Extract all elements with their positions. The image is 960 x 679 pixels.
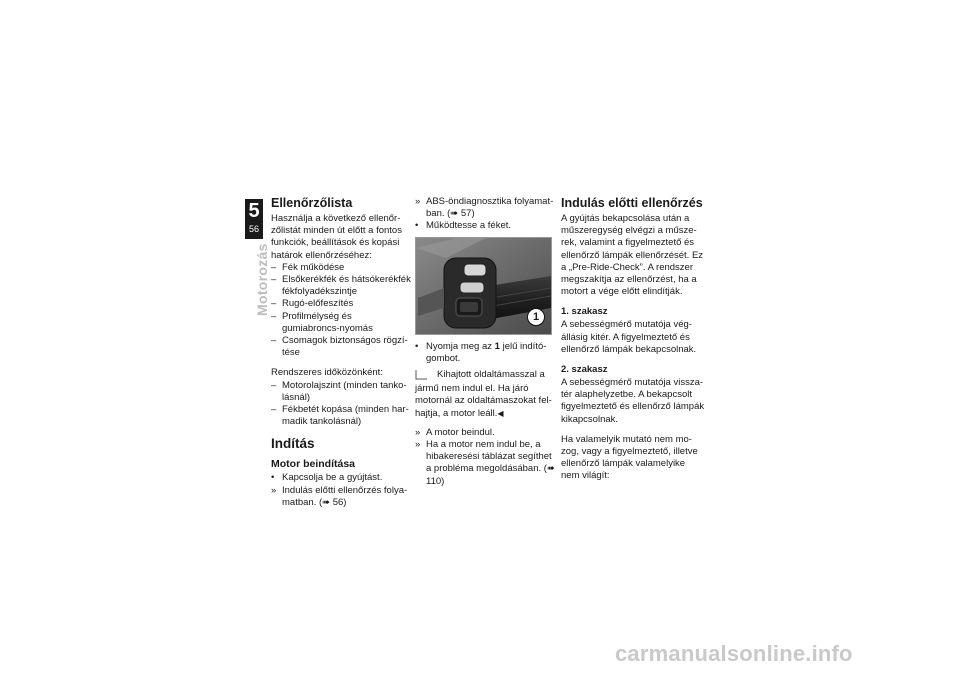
chapter-side-label: Motorozás bbox=[254, 243, 270, 316]
list-item: • Működtesse a féket. bbox=[415, 220, 512, 232]
start-steps bbox=[271, 472, 411, 509]
list-item: – Profilmélység és gumiabroncs-nyomás bbox=[271, 310, 373, 334]
stage-2-text: A sebességmérő mutatója vissza-tér alaphelyzetbe. A bekapcsolt figyelmeztető és ellenőrző lámpák kikapcsolnak. bbox=[561, 377, 705, 425]
info-note bbox=[415, 369, 555, 420]
list-item: – Fék működése bbox=[271, 261, 345, 273]
list-item: • Kapcsolja be a gyújtást. bbox=[271, 472, 383, 484]
pre-ride-heading: Indulás előtti ellenőrzés bbox=[561, 196, 703, 210]
start-heading: Indítás bbox=[271, 436, 315, 452]
stage-1-heading: 1. szakasz bbox=[561, 306, 608, 318]
press-step bbox=[415, 341, 555, 365]
list-item: » A motor beindul. bbox=[415, 426, 495, 438]
dash-marker: – bbox=[271, 298, 277, 310]
list-item: » Indulás előtti ellenőrzés folya-matban. (➠ 56) bbox=[271, 484, 408, 508]
checklist-intro: Használja a következő ellenőr-zőlistát minden út előtt a fontos funkciók, beállítások és kopási határok ellenőrzéséhez: bbox=[271, 213, 402, 261]
list-item: – Fékbetét kopása (minden har-madik tankolásnál) bbox=[271, 404, 409, 428]
after-steps bbox=[415, 427, 555, 488]
chapter-number: 5 bbox=[248, 200, 260, 222]
stage-1-text: A sebességmérő mutatója vég-állásig kitér. A figyelmeztető és ellenőrző lámpák bekapcsolnak. bbox=[561, 319, 697, 355]
note-text: jármű nem indul el. Ha járó motornál az oldaltámaszokat fel-hajtja, a motor leáll. bbox=[415, 383, 552, 419]
periodic-list bbox=[271, 380, 411, 429]
dash-marker: – bbox=[271, 379, 277, 391]
chapter-marker bbox=[245, 199, 263, 239]
column-2 bbox=[415, 196, 555, 488]
dash-marker: – bbox=[271, 310, 277, 322]
list-item: » ABS-öndiagnosztika folyamat-ban. (➠ 57) bbox=[415, 196, 554, 220]
watermark: carmanualsonline.info bbox=[615, 641, 853, 666]
callout-number: 1 bbox=[494, 340, 500, 352]
list-item: – Csomagok biztonságos rögzí-tése bbox=[271, 335, 408, 359]
checklist-list bbox=[271, 262, 411, 360]
note-symbol-icon bbox=[415, 369, 428, 380]
engine-start-heading: Motor beindítása bbox=[271, 458, 356, 471]
dash-marker: – bbox=[271, 274, 277, 286]
end-mark-icon: ◀ bbox=[497, 408, 504, 418]
list-item: – Motorolajszint (minden tanko-lásnál) bbox=[271, 379, 407, 403]
figure-callout-label: 1 bbox=[527, 308, 545, 326]
list-item: – Rugó-előfeszítés bbox=[271, 298, 354, 310]
checklist-heading: Ellenőrzőlista bbox=[271, 196, 353, 210]
handlebar-switch-figure bbox=[415, 237, 552, 335]
dash-marker: – bbox=[271, 335, 277, 347]
step-marker: » bbox=[271, 484, 277, 496]
dash-marker: – bbox=[271, 404, 277, 416]
step-marker: • bbox=[271, 472, 275, 484]
column-3 bbox=[561, 196, 706, 483]
list-item: – Elsőkerékfék és hátsókerékfék fékfolyadékszintje bbox=[271, 274, 411, 298]
list-item: • Nyomja meg az 1 jelű indító-gombot. bbox=[415, 340, 547, 364]
stage-2-heading: 2. szakasz bbox=[561, 364, 608, 376]
list-item: » Ha a motor nem indul be, a hibakeresési táblázat segíthet a probléma megoldásában. (➠ 110) bbox=[415, 439, 555, 487]
top-steps bbox=[415, 196, 555, 233]
step-marker: » bbox=[415, 196, 421, 207]
page-number: 56 bbox=[248, 224, 259, 234]
dash-marker: – bbox=[271, 261, 277, 273]
periodic-label: Rendszeres időközönként: bbox=[271, 367, 383, 379]
step-marker: • bbox=[415, 220, 419, 232]
column-1 bbox=[271, 196, 411, 509]
failure-text: Ha valamelyik mutató nem mo-zog, vagy a figyelmeztető, illetve ellenőrző lámpák valamelyike nem világít: bbox=[561, 433, 698, 482]
note-text-line1: Kihajtott oldaltámasszal a bbox=[437, 369, 545, 381]
pre-ride-text: A gyújtás bekapcsolása után a műszeregység elvégzi a műsze-rek, valamint a figyelmeztető és ellenőrző lámpák ellenőrzését. Ez a „Pre-Ride-Check”. A rendszer megszakítja az ellenőrzést, ha a motort a vége előtt elindítják. bbox=[561, 213, 704, 298]
step-marker: » bbox=[415, 426, 421, 438]
step-marker: » bbox=[415, 439, 421, 451]
step-marker: • bbox=[415, 340, 419, 352]
